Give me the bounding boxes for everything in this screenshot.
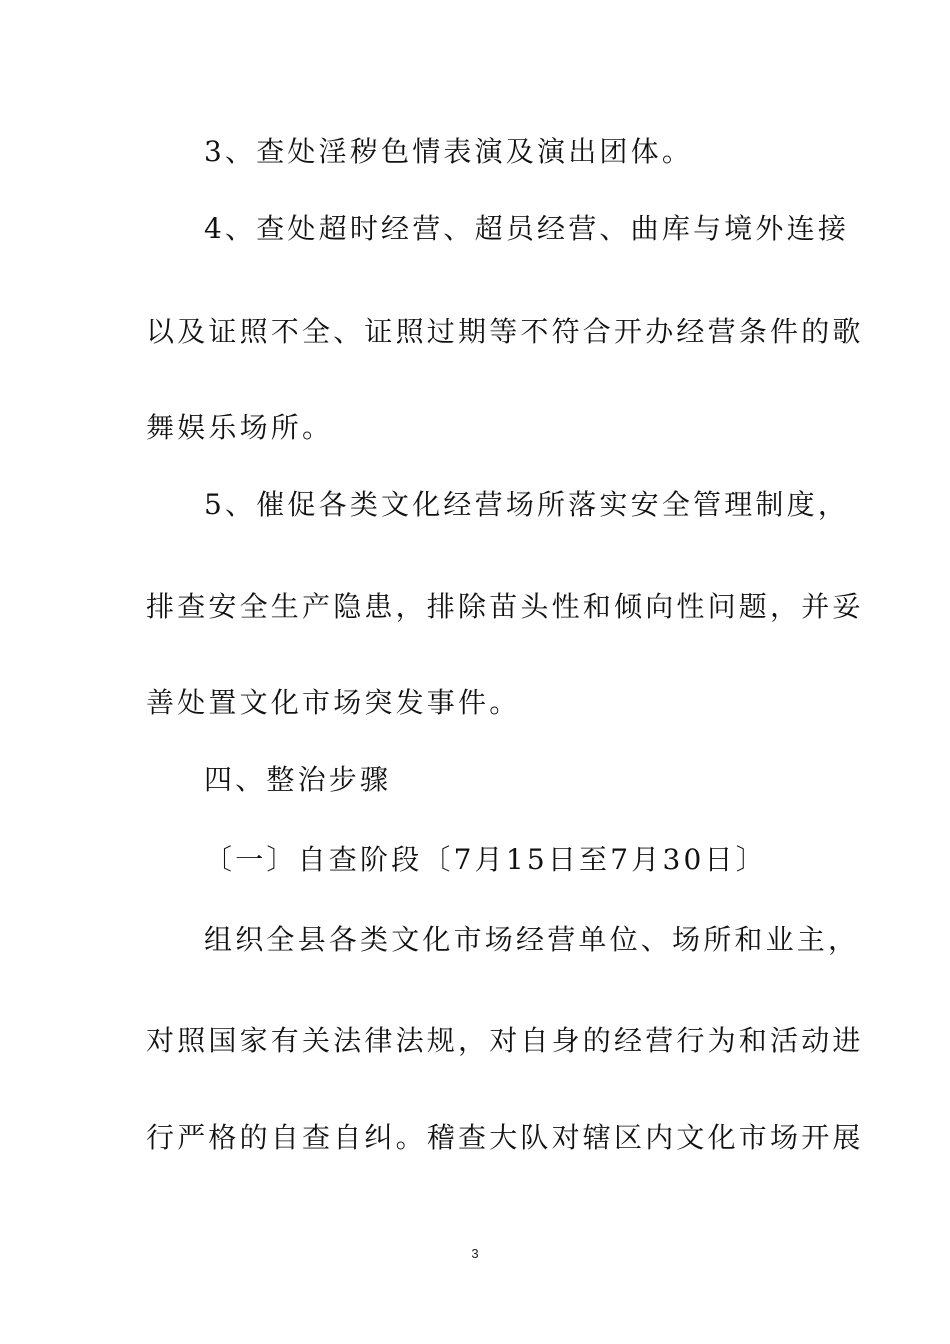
- paragraph-item-4-line-3: 舞娱乐场所。: [146, 411, 334, 444]
- paragraph-item-5-line-1: 5、催促各类文化经营场所落实安全管理制度，: [204, 488, 850, 521]
- paragraph-item-4-line-1: 4、查处超时经营、超员经营、曲库与境外连接: [204, 212, 850, 245]
- paragraph-item-4-line-2: 以及证照不全、证照过期等不符合开办经营条件的歌: [146, 315, 864, 348]
- paragraph-item-3-line-1: 3、查处淫秽色情表演及演出团体。: [204, 135, 694, 168]
- subsection-heading: 〔一〕自查阶段〔7月15日至7月30日〕: [204, 843, 767, 876]
- paragraph-item-5-line-3: 善处置文化市场突发事件。: [146, 686, 521, 719]
- paragraph-self-check-line-1: 组织全县各类文化市场经营单位、场所和业主，: [204, 923, 860, 956]
- page-number: 3: [471, 1246, 479, 1261]
- paragraph-self-check-line-2: 对照国家有关法律法规，对自身的经营行为和活动进: [146, 1024, 864, 1057]
- section-heading: 四、整治步骤: [204, 763, 392, 796]
- paragraph-self-check-line-3: 行严格的自查自纠。稽查大队对辖区内文化市场开展: [146, 1121, 864, 1154]
- paragraph-item-5-line-2: 排查安全生产隐患，排除苗头性和倾向性问题，并妥: [146, 590, 864, 623]
